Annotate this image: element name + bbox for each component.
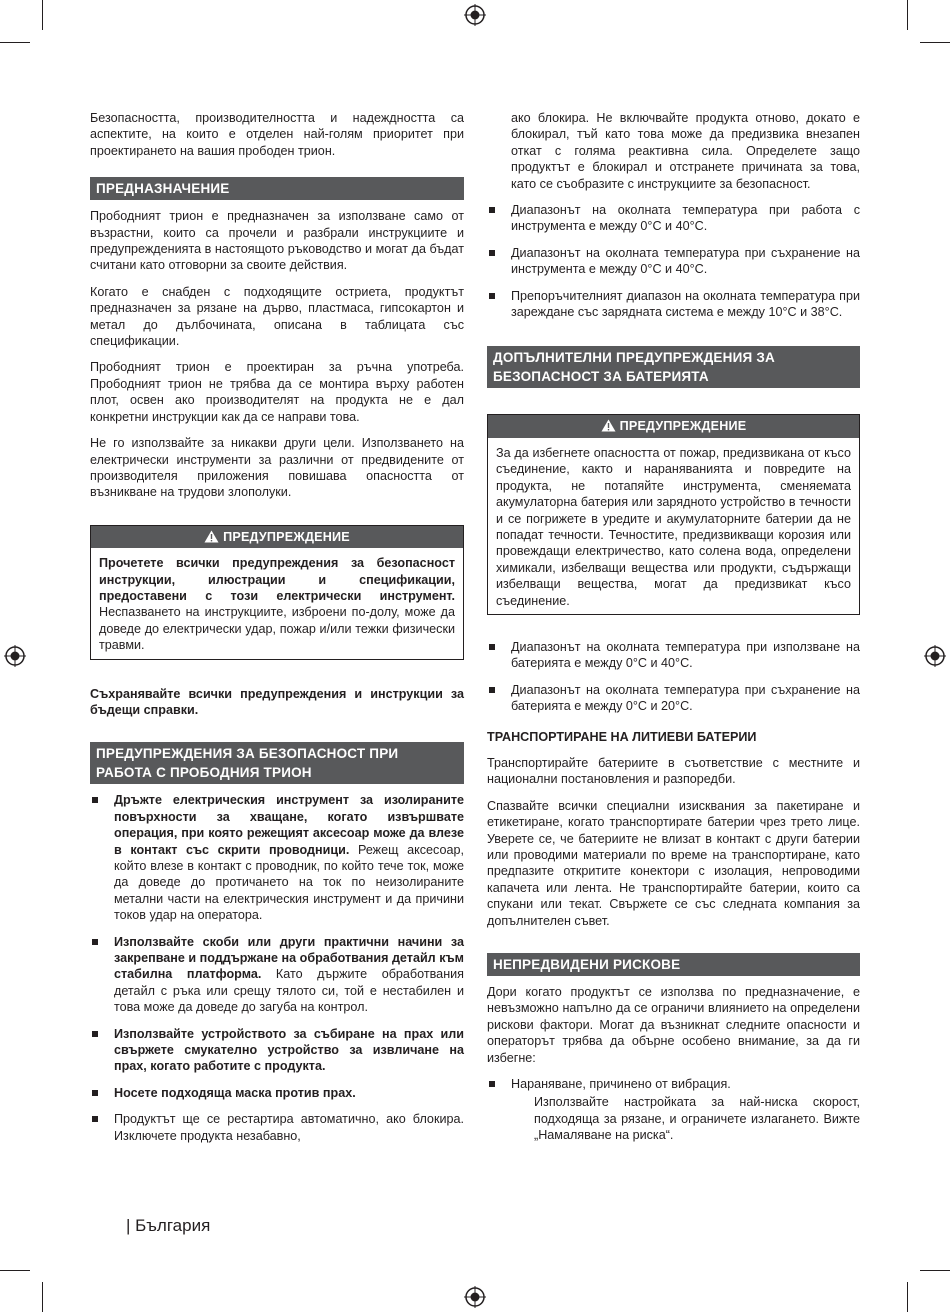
warning-body <box>91 548 463 658</box>
transport-paragraph: Спазвайте всички специални изисквания за пакетиране и етикетиране, когато транспортирате батерии чрез трето лице. Уверете се, че батериите не влизат в контакт с други батерии или проводими материали по време на транспортиране, като предпазите откритите конектори с изолация, непроводими капачета или лента. Не транспортирайте батерии, които са спукани или текат. Свържете се със следната компания за допълнителен съвет. <box>487 798 860 928</box>
section-header-risks: НЕПРЕДВИДЕНИ РИСКОВЕ <box>487 953 860 976</box>
warning-title: ПРЕДУПРЕЖДЕНИЕ <box>223 529 350 544</box>
crop-mark <box>0 42 30 43</box>
battery-bullet-list <box>487 639 860 715</box>
purpose-paragraph: Когато е снабден с подходящите остриета, продуктът предназначен за рязане на дърво, пластмаса, гипсокартон и метал до дълбочината, описана в таблицата със спецификации. <box>90 284 464 349</box>
left-column <box>90 110 464 1154</box>
bullet-bold-text: Използвайте устройството за събиране на прах или свържете смукателно устройство за извличане на прах, когато работите с продукта. <box>114 1026 464 1074</box>
transport-heading: ТРАНСПОРТИРАНЕ НА ЛИТИЕВИ БАТЕРИИ <box>487 729 757 744</box>
bullet-bold-text: Дръжте електрическия инструмент за изолираните повърхности за хващане, когато извършвате операция, при която режещият аксесоар може да влезе в контакт със скрити проводници. <box>114 793 464 857</box>
warning-text: За да избегнете опасността от пожар, предизвикана от късо съединение, както и нараняванията и повредите на продукта, не потапяйте инструмента, сменяемата акумулаторна батерия или зарядното устройство в течности и се погрижете в уредите и акумулаторните батерии да не попадат течности. Течностите, предизвикващи корозия или провеждащи електричество, като солена вода, определени химикали, избелващи вещества или продукти, съдържащи избелващи вещества, могат да предизвикат късо съединение. <box>496 445 851 608</box>
transport-paragraph: Транспортирайте батериите в съответствие с местните и национални постановления и разпоредби. <box>487 755 860 787</box>
list-item: Диапазонът на околната температура при работа с инструмента е между 0°C и 40°C. <box>487 202 860 235</box>
registration-mark-icon <box>464 1286 486 1308</box>
continuation-paragraph: ако блокира. Не включвайте продукта отново, докато е блокирал, тъй като това може да предизвика внезапен откат с голяма реактивна сила. Определете защо продуктът е блокирал и отстранете причината за това, като се съобразите с инструкциите за безопасност. <box>511 111 860 191</box>
warning-text: Неспазването на инструкциите, изброени по-долу, може да доведе до електрически удар, пожар и/или тежки физически травми. <box>99 605 455 653</box>
list-item <box>90 1026 464 1075</box>
page-footer-language: | България <box>126 1216 211 1235</box>
crop-mark <box>920 42 950 43</box>
safety-bullet-list <box>90 792 464 1144</box>
risks-paragraph: Дори когато продуктът се използва по предназначение, е невъзможно напълно да се ограничи влиянието на определени рискови фактори. Могат да възникнат следните опасности и операторът трябва да обърне особено внимание, за да ги избегне: <box>487 985 860 1065</box>
list-item: Нараняване, причинено от вибрация. <box>487 1076 860 1092</box>
bullet-text: Като държите обработвания детайл с ръка или срещу тялото си, той е нестабилен и това може да доведе до загуба на контрол. <box>114 967 464 1015</box>
intro-paragraph: Безопасността, производителността и надеждността са аспектите, на които е отделен най-голям приоритет при проектирането на вашия прободен трион. <box>90 111 464 158</box>
purpose-paragraph: Прободният трион е предназначен за използване само от възрастни, които са прочели и разбрали инструкциите и предупрежденията в настоящото ръководство и могат да бъдат считани като отговорни за своите действия. <box>90 209 464 273</box>
crop-mark <box>907 0 908 30</box>
warning-body <box>488 438 859 614</box>
crop-mark <box>0 1270 30 1271</box>
warning-title: ПРЕДУПРЕЖДЕНИЕ <box>619 419 747 434</box>
list-item <box>90 1085 464 1101</box>
section-header-purpose: ПРЕДНАЗНАЧЕНИЕ <box>90 177 464 200</box>
warning-header <box>488 415 859 437</box>
bullet-bold-text: Използвайте скоби или други практични начини за закрепване и поддържане на обработвания детайл към стабилна платформа. <box>114 934 464 982</box>
list-item <box>90 934 464 1016</box>
registration-mark-icon <box>4 645 26 667</box>
purpose-paragraph: Прободният трион е проектиран за ръчна употреба. Прободният трион не трябва да се монтира върху работен плот, освен ако производителят на продукта не е дал конкретни инструкции как да се направи това. <box>90 360 464 424</box>
bullet-bold-text: Носете подходяща маска против прах. <box>114 1085 356 1100</box>
risks-bullet-list <box>487 1076 860 1092</box>
warning-bold-text: Прочетете всички предупреждения за безопасност инструкции, илюстрации и спецификации, предоставени с този електрически инструмент. <box>99 556 455 603</box>
warning-header <box>91 526 463 548</box>
crop-mark <box>907 1282 908 1312</box>
temperature-bullet-list <box>487 202 860 320</box>
purpose-paragraph: Не го използвайте за никакви други цели. Използването на електрически инструменти за различни от предвидените от производителя приложения повишава опасността от възникване на трудови злополуки. <box>90 436 464 500</box>
list-item <box>90 1111 464 1144</box>
section-header-safety: ПРЕДУПРЕЖДЕНИЯ ЗА БЕЗОПАСНОСТ ПРИ РАБОТА С ПРОБОДНИЯ ТРИОН <box>90 742 464 784</box>
registration-mark-icon <box>924 645 946 667</box>
list-item: Препоръчителният диапазон на околната температура при зареждане със зарядната система е между 10°C и 38°C. <box>487 288 860 321</box>
warning-triangle-icon <box>601 419 616 432</box>
list-item <box>90 792 464 923</box>
registration-mark-icon <box>464 4 486 26</box>
warning-triangle-icon <box>204 530 219 543</box>
warning-box <box>90 525 464 660</box>
crop-mark <box>42 1282 43 1312</box>
crop-mark <box>920 1270 950 1271</box>
list-item: Диапазонът на околната температура при съхранение на инструмента е между 0°C и 40°C. <box>487 245 860 278</box>
section-header-battery: ДОПЪЛНИТЕЛНИ ПРЕДУПРЕЖДЕНИЯ ЗА БЕЗОПАСНОСТ ЗА БАТЕРИЯТА <box>487 346 860 388</box>
bullet-text: Режещ аксесоар, който влезе в контакт с проводник, по който тече ток, може да доведе до протичането на ток по неизолираните метални части на електрическия инструмент и да причини токов удар на оператора. <box>114 842 464 923</box>
crop-mark <box>42 0 43 30</box>
battery-warning-box <box>487 414 860 614</box>
list-item: Диапазонът на околната температура при съхранение на батерията е между 0°C и 20°C. <box>487 682 860 715</box>
right-column <box>487 110 860 1154</box>
list-item: Диапазонът на околната температура при използване на батерията е между 0°C и 40°C. <box>487 639 860 672</box>
risk-sub-paragraph: Използвайте настройката за най-ниска скорост, подходяща за рязане, и ограничете излагането. Вижте „Намаляване на риска“. <box>534 1095 860 1143</box>
bullet-text: Продуктът ще се рестартира автоматично, ако блокира. Изключете продукта незабавно, <box>114 1112 464 1143</box>
save-instructions-note: Съхранявайте всички предупреждения и инструкции за бъдещи справки. <box>90 686 464 717</box>
